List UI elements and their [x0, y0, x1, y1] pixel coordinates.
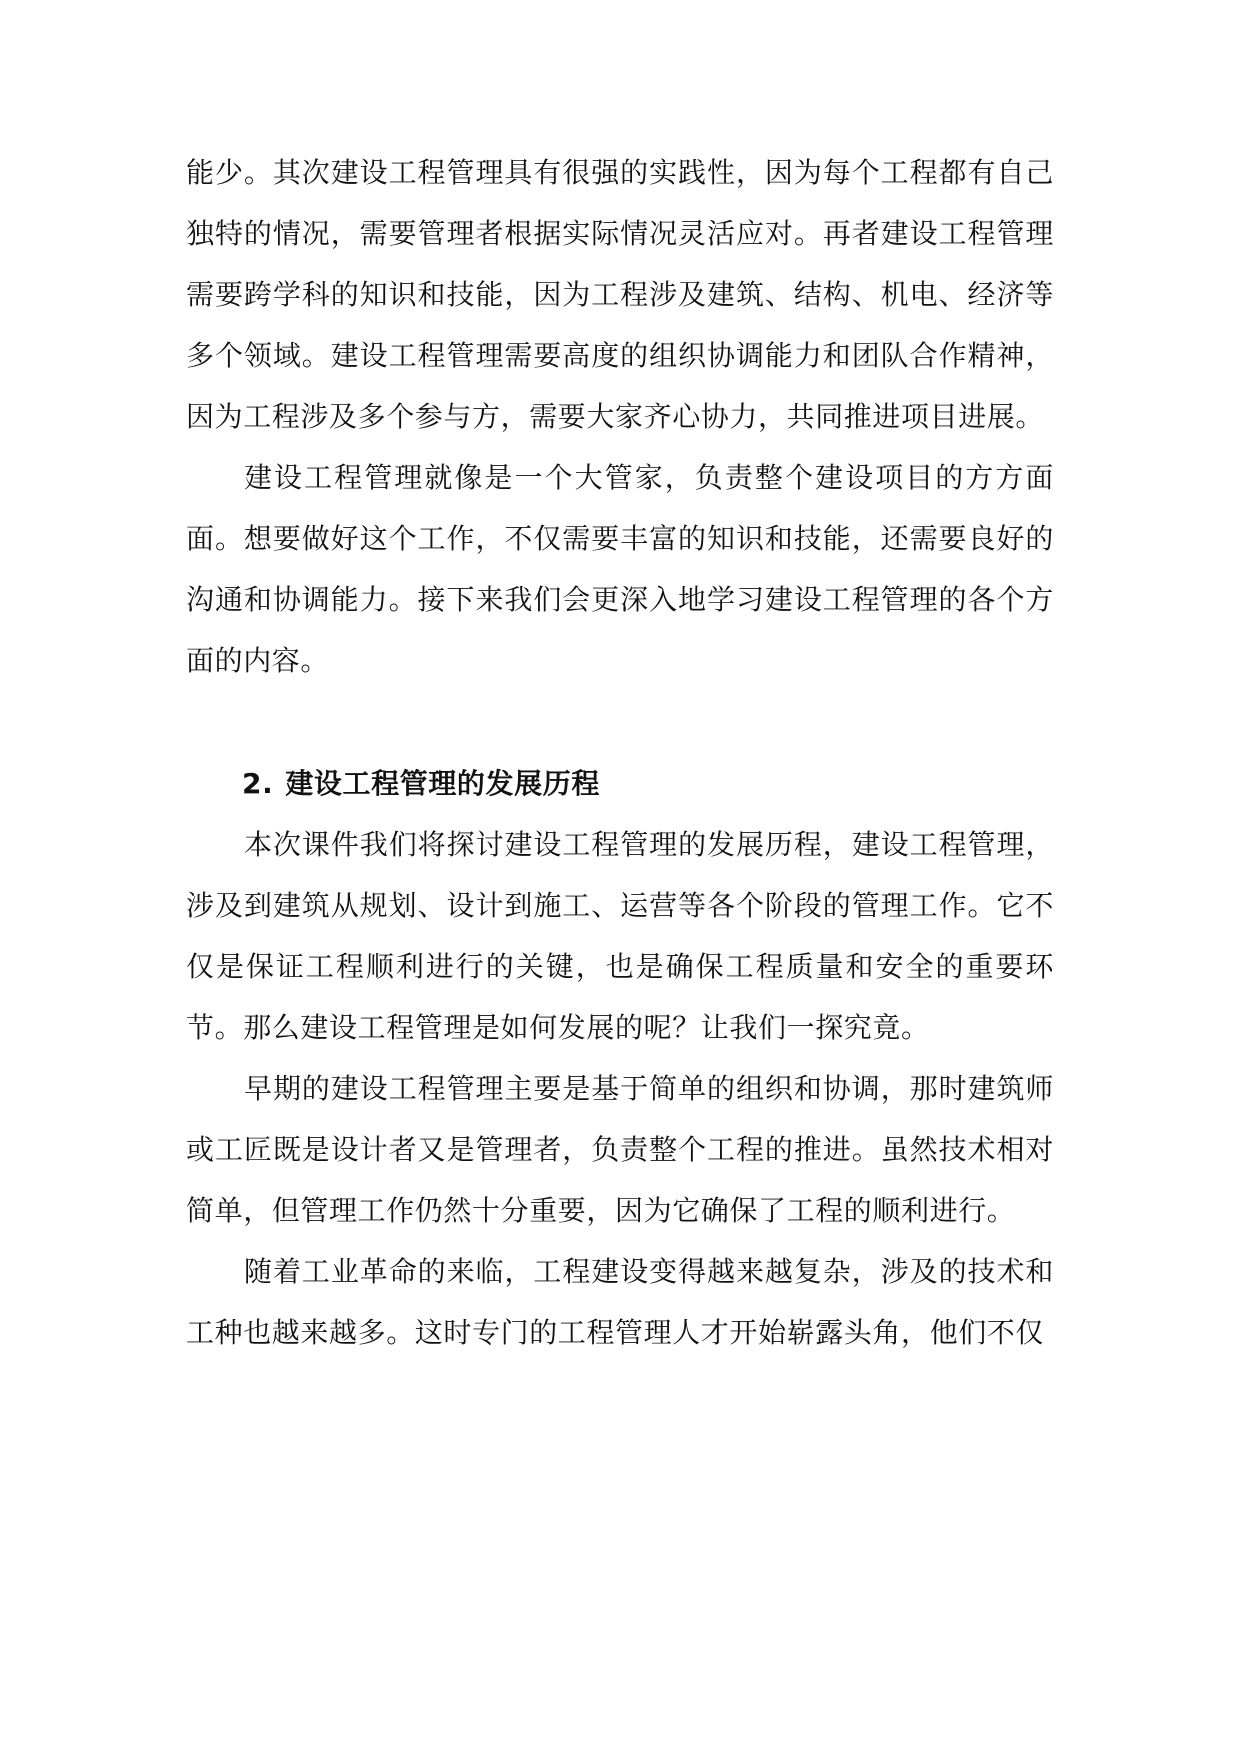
paragraph: 早期的建设工程管理主要是基于简单的组织和协调，那时建筑师或工匠既是设计者又是管理者，负责整个工程的推进。虽然技术相对简单，但管理工作仍然十分重要，因为它确保了工程的顺利进行。 [186, 1072, 1054, 1227]
section-number: 2. [242, 767, 274, 800]
section-spacer [186, 691, 1054, 753]
document-body [186, 142, 1054, 1363]
section-title: 建设工程管理的发展历程 [285, 767, 600, 800]
paragraph-continued: 能少。其次建设工程管理具有很强的实践性，因为每个工程都有自己独特的情况，需要管理者根据实际情况灵活应对。再者建设工程管理需要跨学科的知识和技能，因为工程涉及建筑、结构、机电、经济等多个领域。建设工程管理需要高度的组织协调能力和团队合作精神，因为工程涉及多个参与方，需要大家齐心协力，共同推进项目进展。 [186, 156, 1054, 433]
paragraph: 随着工业革命的来临，工程建设变得越来越复杂，涉及的技术和工种也越来越多。这时专门的工程管理人才开始崭露头角，他们不仅 [186, 1255, 1054, 1349]
paragraph: 建设工程管理就像是一个大管家，负责整个建设项目的方方面面。想要做好这个工作，不仅需要丰富的知识和技能，还需要良好的沟通和协调能力。接下来我们会更深入地学习建设工程管理的各个方面的内容。 [186, 461, 1054, 677]
section-heading [186, 753, 1054, 814]
paragraph: 本次课件我们将探讨建设工程管理的发展历程，建设工程管理，涉及到建筑从规划、设计到施工、运营等各个阶段的管理工作。它不仅是保证工程顺利进行的关键，也是确保工程质量和安全的重要环节。那么建设工程管理是如何发展的呢？让我们一探究竟。 [186, 828, 1054, 1044]
